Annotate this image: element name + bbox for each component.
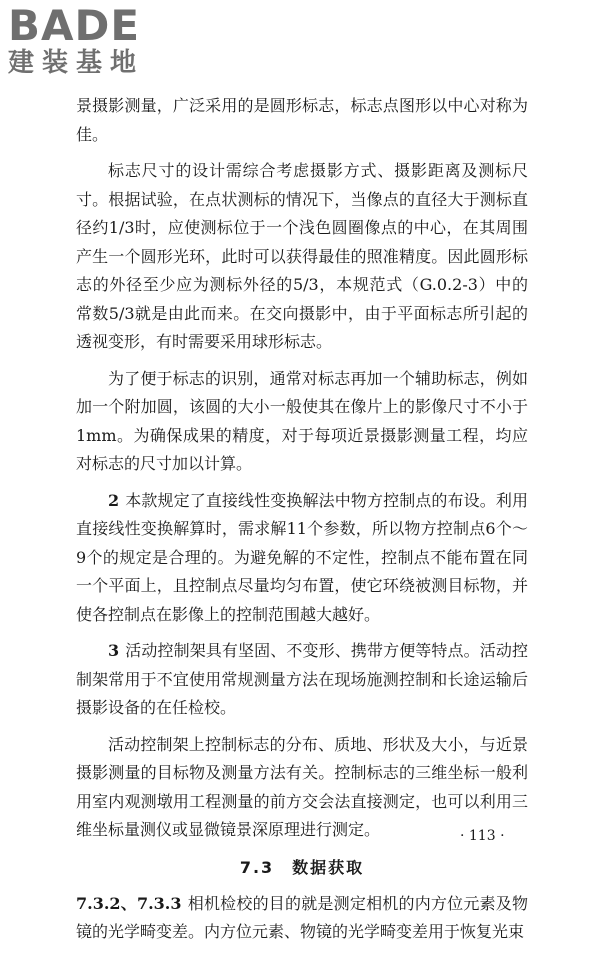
section-title: 7.3 数据获取 [239, 857, 365, 877]
paragraph-mark-size: 标志尺寸的设计需综合考虑摄影方式、摄影距离及测标尺寸。根据试验，在点状测标的情况下，当像点的直径大于测标直径约1/3时，应使测标位于一个浅色圆圈像点的中心，在其周围产生一个圆形光环，此时可以获得最佳的照准精度。因此圆形标志的外径至少应为测标外径的5/3，本规范式（G.0.2-3）中的常数5/3就是由此而来。在交向摄影中，由于平面标志所引起的透视变形，有时需要采用球形标志。 [76, 161, 528, 351]
paragraph-continuation: 景摄影测量，广泛采用的是圆形标志，标志点图形以中心对称为佳。 [76, 96, 528, 144]
item-2-text: 本款规定了直接线性变换解法中物方控制点的布设。利用直接线性变换解算时，需求解11个参数，所以物方控制点6个～9个的规定是合理的。为避免解的不定性，控制点不能布置在同一个平面上，且控制点尽量均匀布置，使它环绕被测目标物，并使各控制点在影像上的控制范围越大越好。 [76, 490, 528, 624]
page-number: · 113 · [460, 828, 505, 844]
paragraph-auxiliary-mark: 为了便于标志的识别，通常对标志再加一个辅助标志，例如加一个附加圆，该圆的大小一般使其在像片上的影像尺寸不小于1mm。为确保成果的精度，对于每项近景摄影测量工程，均应对标志的尺寸加以计算。 [76, 368, 528, 473]
paragraph-control-marks: 活动控制架上控制标志的分布、质地、形状及大小，与近景摄影测量的目标物及测量方法有关。控制标志的三维坐标一般利用室内观测墩用工程测量的前方交会法直接测定，也可以利用三维坐标量测仪或显微镜景深原理进行测定。 [76, 734, 528, 839]
paragraph-item-3 [76, 637, 528, 723]
paragraph-item-2 [76, 487, 528, 630]
item-number-3: 3 [108, 641, 120, 660]
watermark-logo [8, 1, 145, 78]
watermark-subtitle: 建装基地 [8, 48, 145, 78]
camera-calibration-text: 相机检校的目的就是测定相机的内方位元素及物镜的光学畸变差。内方位元素、物镜的光学畸变差用于恢复光束 [76, 893, 528, 941]
paragraph-camera-calibration [76, 890, 528, 947]
watermark-logo-text: BADE [8, 1, 141, 50]
item-number-2: 2 [108, 490, 120, 510]
item-3-text: 活动控制架具有坚固、不变形、携带方便等特点。活动控制架常用于不宜使用常规测量方法在现场施测控制和长途运输后摄影设备的在任检校。 [76, 641, 528, 717]
page-body [76, 92, 528, 955]
clause-reference: 7.3.2、7.3.3 [76, 893, 182, 913]
